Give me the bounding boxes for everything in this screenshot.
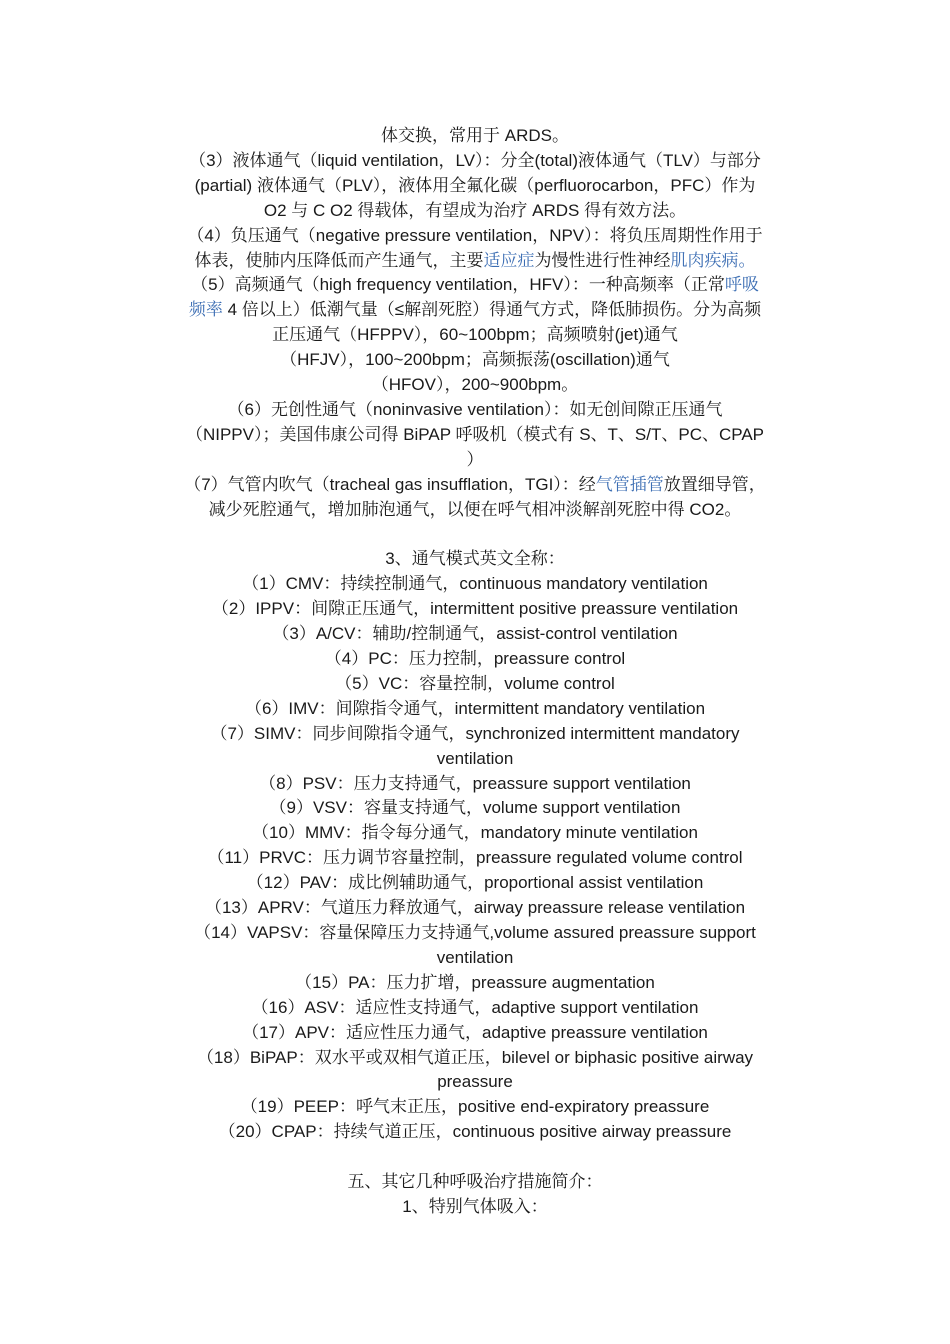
text-line: 体交换，常用于 ARDS。: [381, 126, 569, 145]
text-segment: 。: [738, 250, 756, 270]
mode-item: （2）IPPV：间隙正压通气，intermittent positive preassure ventilation: [211, 599, 739, 619]
text-line: （HFJV），100~200bpm；高频振荡(oscillation)通气: [280, 350, 670, 370]
mode-item: （7）SIMV：同步间隙指令通气，synchronized intermittent mandatory: [210, 723, 740, 743]
mode-item: （8）PSV：压力支持通气，preassure support ventilation: [259, 773, 691, 793]
text-line: 减少死腔通气，增加肺泡通气，以便在呼气相冲淡解剖死腔中得 CO2。: [208, 499, 742, 519]
link-respiratory-rate-cont[interactable]: 频率: [188, 300, 223, 320]
link-muscle-disease[interactable]: 肌肉疾病: [670, 250, 739, 270]
mode-item: （1）CMV：持续控制通气，continuous mandatory ventilation: [242, 574, 708, 594]
mode-item: （9）VSV：容量支持通气，volume support ventilation: [269, 798, 681, 818]
text-line: (partial) 液体通气（PLV），液体用全氟化碳（perfluorocarbon，PFC）作为: [194, 175, 756, 195]
mode-item: （19）PEEP：呼气末正压，positive end-expiratory preassure: [240, 1097, 710, 1117]
link-respiratory-rate[interactable]: 呼吸: [724, 275, 759, 295]
text-line: （HFOV），200~900bpm。: [371, 375, 579, 395]
mode-item: （10）MMV：指令每分通气，mandatory minute ventilation: [252, 823, 698, 843]
mode-item: （17）APV：适应性压力通气，adaptive preassure ventilation: [242, 1022, 708, 1042]
text-line: （3）液体通气（liquid ventilation，LV）：分全(total)液体通气（TLV）与部分: [189, 150, 761, 170]
mode-item: （11）PRVC：压力调节容量控制，preassure regulated volume control: [207, 848, 743, 868]
text-segment: 为慢性进行性神经: [534, 250, 671, 270]
mode-item: （5）VC：容量控制，volume control: [335, 673, 615, 693]
text-line: （4）负压通气（negative pressure ventilation，NPV）：将负压周期性作用于: [187, 225, 763, 245]
mode-item: （3）A/CV：辅助/控制通气，assist-control ventilation: [272, 624, 678, 644]
mode-item: （15）PA：压力扩增，preassure augmentation: [295, 972, 655, 992]
text-line: （NIPPV）；美国伟康公司得 BiPAP 呼吸机（模式有 S、T、S/T、PC、CPAP: [185, 424, 765, 444]
mode-item: （18）BiPAP：双水平或双相气道正压，bilevel or biphasic positive airway: [196, 1047, 754, 1067]
mode-item: （13）APRV：气道压力释放通气，airway preassure release ventilation: [204, 898, 746, 918]
mode-item: ventilation: [436, 947, 514, 967]
text-segment: 放置细导管，: [663, 474, 766, 494]
mode-item: （6）IMV：间隙指令通气，intermittent mandatory ventilation: [244, 698, 706, 718]
mode-item: （12）PAV：成比例辅助通气，proportional assist ventilation: [246, 873, 704, 893]
subsection-heading: 1、特别气体吸入：: [402, 1196, 548, 1216]
section-heading: 五、其它几种呼吸治疗措施简介：: [347, 1172, 603, 1192]
mode-item: （20）CPAP：持续气道正压，continuous positive airway preassure: [218, 1122, 732, 1142]
mode-item: （16）ASV：适应性支持通气，adaptive support ventilation: [251, 997, 699, 1017]
text-line: ）: [466, 449, 484, 469]
text-line: 正压通气（HFPPV），60~100bpm；高频喷射(jet)通气: [272, 325, 678, 345]
spacer: [140, 523, 810, 548]
text-line: [140, 273, 810, 298]
mode-list: [140, 572, 810, 1145]
text-line: [140, 249, 810, 274]
text-segment: （5）高频通气（high frequency ventilation，HFV）：一种高频率（正常: [191, 275, 725, 295]
text-line: （6）无创性通气（noninvasive ventilation）：如无创间隙正压通气: [227, 399, 723, 419]
text-segment: 4 倍以上）低潮气量（≤解剖死腔）得通气方式，降低肺损伤。分为高频: [222, 300, 762, 320]
text-line: O2 与 C O2 得载体，有望成为治疗 ARDS 得有效方法。: [263, 200, 687, 220]
link-indications[interactable]: 适应症: [483, 250, 535, 270]
mode-item: preassure: [437, 1072, 513, 1092]
link-tracheal-intubation[interactable]: 气管插管: [595, 474, 664, 494]
mode-item: （14）VAPSV：容量保障压力支持通气,volume assured preassure support: [194, 922, 756, 942]
text-line: [140, 298, 810, 323]
mode-item: ventilation: [436, 748, 514, 768]
text-segment: 体表，使肺内压降低而产生通气，主要: [194, 250, 484, 270]
spacer: [140, 1145, 810, 1170]
mode-item: （4）PC：压力控制，preassure control: [324, 649, 626, 669]
text-line: [140, 473, 810, 498]
section-heading: 3、通气模式英文全称：: [385, 549, 565, 569]
document-body: [140, 124, 810, 1220]
text-segment: （7）气管内吹气（tracheal gas insufflation，TGI）：经: [184, 474, 596, 494]
